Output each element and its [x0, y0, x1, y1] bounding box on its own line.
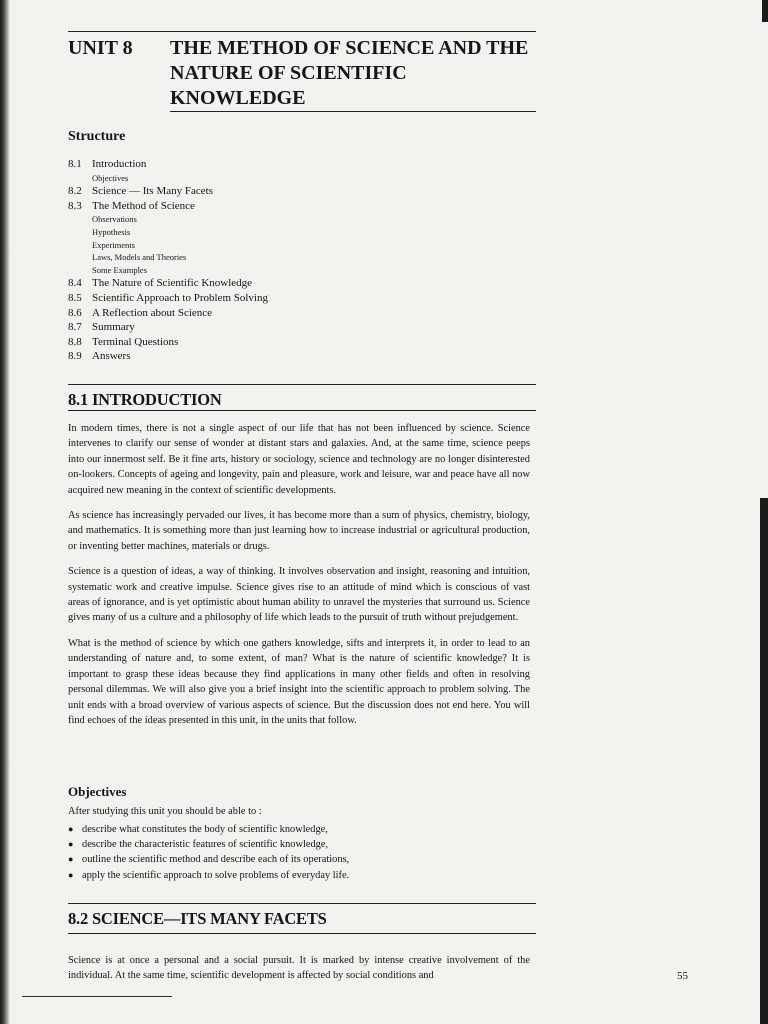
table-of-contents	[68, 157, 528, 364]
page-number: 55	[677, 970, 688, 982]
toc-subitem: Experiments	[92, 239, 135, 250]
scan-edge-right	[760, 498, 768, 1024]
toc-item-label: Summary	[92, 321, 135, 334]
scan-edge-left	[0, 0, 10, 1024]
intro-paragraph: In modern times, there is not a single aspect of our life that has not been influenced by science. Science intervenes to clarify our sense of wonder at distant stars and galaxies. And, at the same time, science peeps into our innermost self. Be it fine arts, history or sociology, science and technology are no longer disinterested on-lookers. Concepts of ageing and longevity, pain and pleasure, work and leisure, war and peace have all now acquired new meaning in the context of scientific developments.	[68, 423, 530, 496]
objective-text: describe what constitutes the body of scientific knowledge,	[82, 824, 328, 835]
objective-text: outline the scientific method and describe each of its operations,	[82, 854, 350, 866]
bullet-icon: ●	[68, 824, 74, 834]
toc-item-label: Terminal Questions	[92, 335, 179, 348]
toc-item	[68, 335, 528, 350]
facets-heading: 8.2 SCIENCE—ITS MANY FACETS	[68, 909, 327, 928]
toc-item-number: 8.4	[68, 277, 82, 290]
toc-item	[68, 276, 528, 291]
toc-subitem: Laws, Models and Theories	[92, 252, 187, 263]
intro-heading: 8.1 INTRODUCTION	[68, 390, 222, 409]
toc-item	[68, 184, 528, 199]
toc-subitem: Objectives	[92, 172, 129, 183]
toc-item-number: 8.5	[68, 291, 82, 304]
facets-paragraph: Science is at once a personal and a social pursuit. It is marked by intense creative involvement of the individual. At the same time, scientific development is affected by social conditions and	[68, 955, 530, 982]
intro-paragraph: As science has increasingly pervaded our lives, it has become more than a sum of physics, chemistry, biology, and mathematics. It is something more than just learning how to increase industrial or agricultural production, or inventing better machines, materials or drugs.	[68, 510, 530, 552]
objectives-heading: Objectives	[68, 784, 127, 799]
facets-body	[68, 953, 530, 984]
toc-item	[68, 349, 528, 364]
header-bottom-rule	[170, 111, 536, 112]
unit-header	[68, 36, 538, 111]
toc-subitem: Hypothesis	[92, 226, 131, 237]
toc-item-label: Scientific Approach to Problem Solving	[92, 291, 268, 304]
toc-item-number: 8.2	[68, 185, 82, 198]
toc-item	[68, 320, 528, 335]
toc-item-label: Introduction	[92, 158, 147, 170]
objective-item	[68, 822, 528, 837]
toc-item	[68, 157, 528, 172]
toc-item-number: 8.6	[68, 306, 82, 319]
bullet-icon: ●	[68, 839, 74, 850]
toc-item-number: 8.8	[68, 335, 82, 348]
intro-paragraph: What is the method of science by which one gathers knowledge, sifts and interprets it, in order to lead to an understanding of nature and, to some extent, of man? What is the nature of scientific knowledge? It is important to grasp these ideas because they find applications in many other fields and often in resolving personal dilemmas. We will also give you a brief insight into the scientific approach to problem solving. The unit ends with a broad overview of various aspects of science. But the discussion does not end here. You will find echoes of the ideas presented in this unit, in the units that follow.	[68, 637, 530, 726]
toc-item	[68, 291, 528, 306]
footer-rule	[22, 996, 172, 997]
objectives-intro: After studying this unit you should be able to :	[68, 806, 262, 817]
toc-item-label: Answers	[92, 350, 131, 363]
toc-item-number: 8.1	[68, 158, 82, 170]
toc-item-number: 8.9	[68, 350, 82, 363]
facets-bottom-rule	[68, 933, 536, 934]
bullet-icon: ●	[68, 854, 74, 865]
toc-item-number: 8.7	[68, 321, 82, 334]
objective-item	[68, 868, 528, 883]
structure-heading: Structure	[68, 129, 126, 144]
toc-item-label: The Nature of Scientific Knowledge	[92, 277, 253, 290]
toc-subitem: Some Examples	[92, 264, 148, 275]
unit-label: UNIT 8	[68, 37, 133, 59]
toc-item	[68, 199, 528, 214]
toc-item-label: Science — Its Many Facets	[92, 185, 213, 198]
objective-text: describe the characteristic features of scientific knowledge,	[82, 839, 329, 851]
intro-top-rule	[68, 384, 536, 385]
objective-text: apply the scientific approach to solve problems of everyday life.	[82, 869, 350, 881]
intro-body	[68, 421, 530, 738]
toc-item	[68, 306, 528, 321]
unit-title: THE METHOD OF SCIENCE AND THE NATURE OF SCIENTIFIC KNOWLEDGE	[170, 37, 529, 109]
toc-item-label: A Reflection about Science	[92, 306, 213, 319]
objectives-list	[68, 822, 528, 883]
scan-edge-right-top	[762, 0, 768, 22]
bullet-icon: ●	[68, 869, 74, 880]
intro-paragraph: Science is a question of ideas, a way of thinking. It involves observation and insight, reasoning and intuition, systematic work and creative impulse. Science gives rise to an attitude of mind which is conscious of vast areas of ignorance, and is yet optimistic about human ability to unravel the mysteries that surround us. Science gives many of us a culture and a philosophy of life which leads to the pursuit of truth without prejudgement.	[68, 566, 530, 624]
intro-bottom-rule	[68, 410, 536, 411]
objective-item	[68, 837, 528, 852]
header-top-rule	[68, 31, 536, 32]
objective-item	[68, 852, 528, 867]
toc-item-number: 8.3	[68, 199, 82, 212]
toc-item-label: The Method of Science	[92, 199, 195, 212]
toc-subitem: Observations	[92, 214, 137, 225]
facets-top-rule	[68, 903, 536, 904]
